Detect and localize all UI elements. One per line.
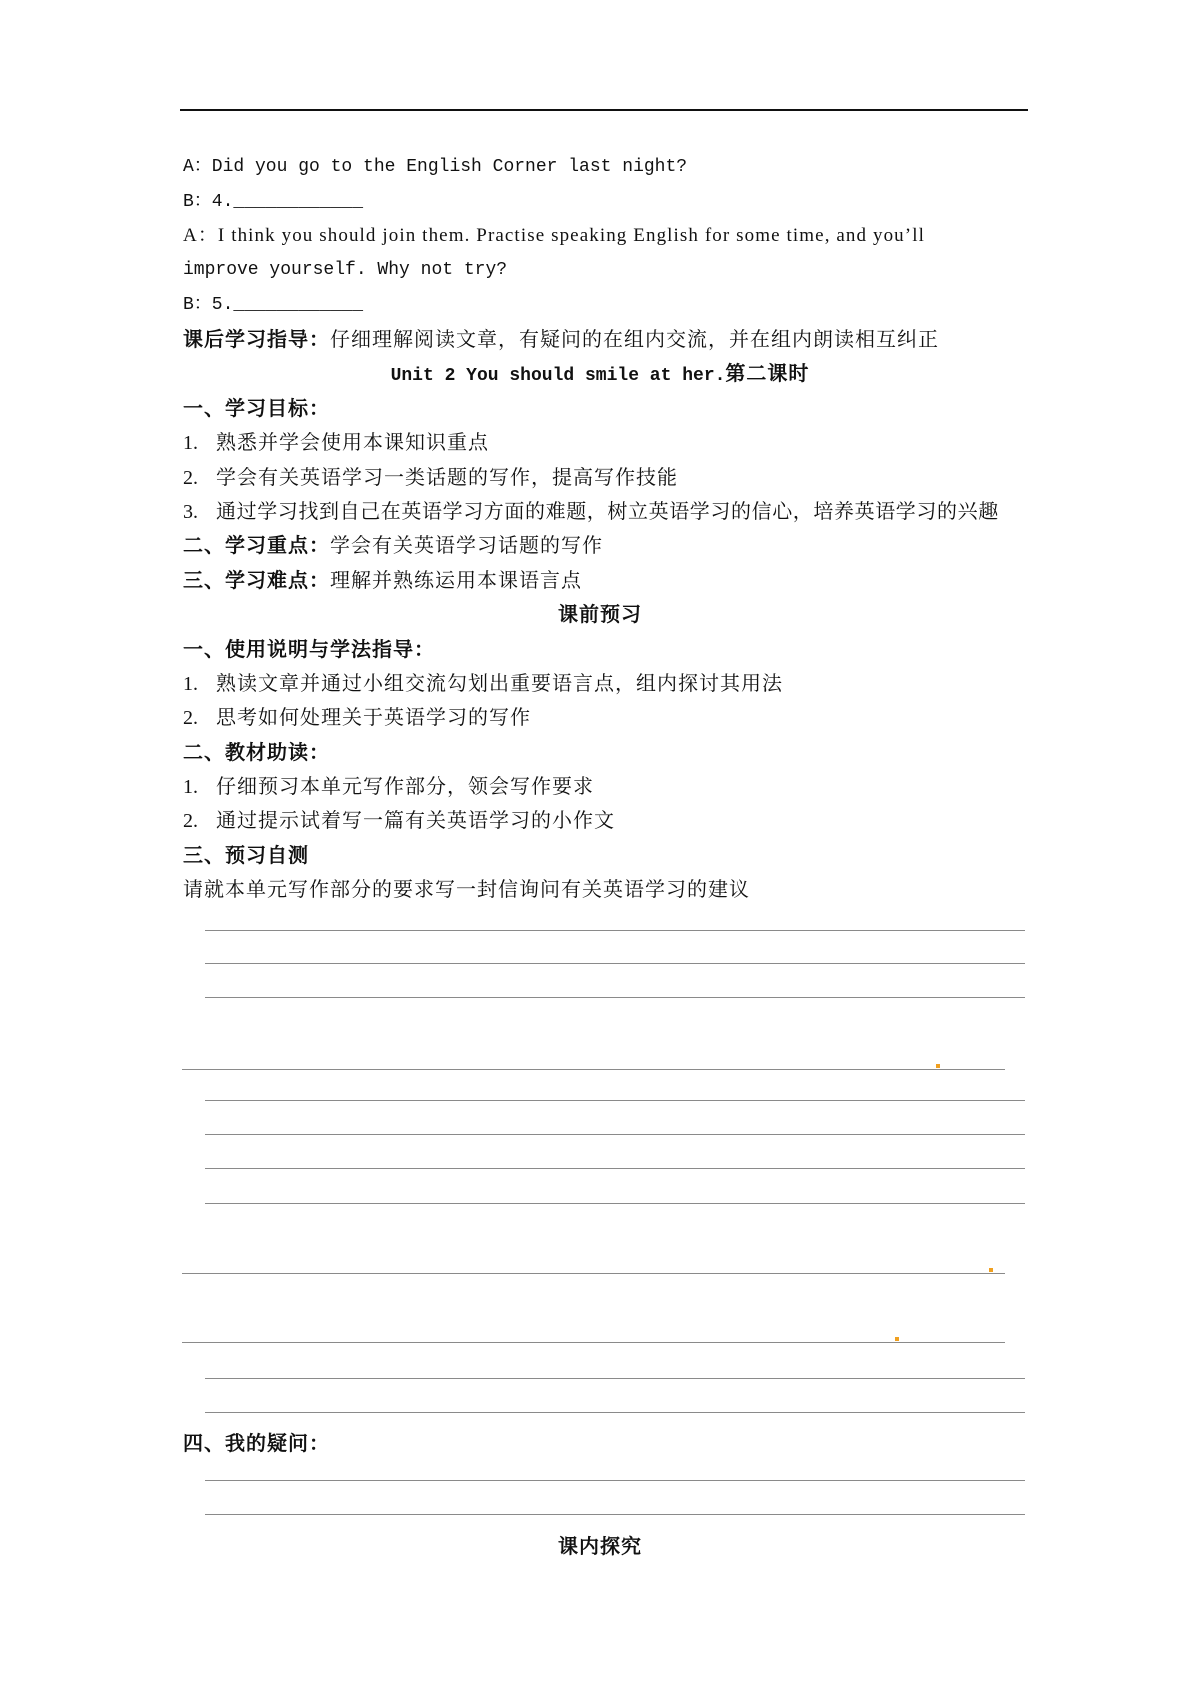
writing-line xyxy=(182,1342,1005,1343)
writing-line xyxy=(205,1378,1025,1379)
item-number: 3. xyxy=(183,501,198,523)
questions-heading: 四、我的疑问： xyxy=(183,1431,330,1455)
difficulty-label: 三、学习难点： xyxy=(183,568,330,592)
writing-line xyxy=(205,930,1025,931)
item-number: 1. xyxy=(183,673,198,695)
reading-aid-item xyxy=(183,773,594,799)
dialogue-line-1: A：Did you go to the English Corner last night? xyxy=(183,157,688,177)
item-text: 仔细预习本单元写作部分，领会写作要求 xyxy=(216,774,594,798)
item-number: 1. xyxy=(183,432,198,454)
key-point xyxy=(183,532,603,558)
objective-item xyxy=(183,498,999,524)
self-test-heading: 三、预习自测 xyxy=(183,843,309,867)
in-class-title: 课内探究 xyxy=(558,1534,642,1558)
key-point-text: 学会有关英语学习话题的写作 xyxy=(330,533,603,557)
header-rule xyxy=(180,109,1028,111)
writing-line xyxy=(205,1168,1025,1169)
item-text: 熟悉并学会使用本课知识重点 xyxy=(216,430,489,454)
instruction-item xyxy=(183,670,783,696)
key-point-label: 二、学习重点： xyxy=(183,533,330,557)
difficulty-text: 理解并熟练运用本课语言点 xyxy=(330,568,582,592)
writing-line xyxy=(205,1514,1025,1515)
item-text: 思考如何处理关于英语学习的写作 xyxy=(216,705,531,729)
writing-line xyxy=(205,1100,1025,1101)
writing-line xyxy=(205,997,1025,998)
unit-title-en: Unit 2 You should smile at her. xyxy=(390,366,726,386)
objectives-heading: 一、学习目标： xyxy=(183,396,330,420)
reading-aid-item xyxy=(183,807,615,833)
item-text: 通过学习找到自己在英语学习方面的难题，树立英语学习的信心，培养英语学习的兴趣 xyxy=(216,499,999,523)
item-number: 1. xyxy=(183,776,198,798)
orange-mark xyxy=(895,1337,899,1341)
after-class-text: 仔细理解阅读文章，有疑问的在组内交流，并在组内朗读相互纠正 xyxy=(330,327,939,351)
after-class-label: 课后学习指导： xyxy=(183,327,330,351)
writing-line xyxy=(182,1069,1005,1070)
orange-mark xyxy=(936,1064,940,1068)
preview-title: 课前预习 xyxy=(558,602,642,626)
difficulty xyxy=(183,567,582,593)
unit-title xyxy=(0,360,1200,386)
dialogue-line-2: B：4.____________ xyxy=(183,192,364,212)
writing-line xyxy=(205,1480,1025,1481)
orange-mark xyxy=(989,1268,993,1272)
after-class-guidance xyxy=(183,326,939,352)
dialogue-line-3: A：I think you should join them. Practise speaking English for some time, and you’ll xyxy=(183,225,925,246)
item-number: 2. xyxy=(183,810,198,832)
writing-line xyxy=(182,1273,1005,1274)
item-text: 通过提示试着写一篇有关英语学习的小作文 xyxy=(216,808,615,832)
item-text: 熟读文章并通过小组交流勾划出重要语言点，组内探讨其用法 xyxy=(216,671,783,695)
objective-item xyxy=(183,464,678,490)
objective-item xyxy=(183,429,489,455)
reading-aid-heading: 二、教材助读： xyxy=(183,740,330,764)
item-number: 2. xyxy=(183,707,198,729)
self-test-prompt: 请就本单元写作部分的要求写一封信询问有关英语学习的建议 xyxy=(183,877,750,901)
item-text: 学会有关英语学习一类话题的写作，提高写作技能 xyxy=(216,465,678,489)
unit-title-cn: 第二课时 xyxy=(725,361,810,385)
writing-line xyxy=(205,1134,1025,1135)
item-number: 2. xyxy=(183,467,198,489)
writing-line xyxy=(205,1412,1025,1413)
instructions-heading: 一、使用说明与学法指导： xyxy=(183,637,435,661)
instruction-item xyxy=(183,704,531,730)
dialogue-line-5: B：5.____________ xyxy=(183,295,364,315)
writing-line xyxy=(205,1203,1025,1204)
writing-line xyxy=(205,963,1025,964)
dialogue-line-4: improve yourself. Why not try? xyxy=(183,260,508,280)
